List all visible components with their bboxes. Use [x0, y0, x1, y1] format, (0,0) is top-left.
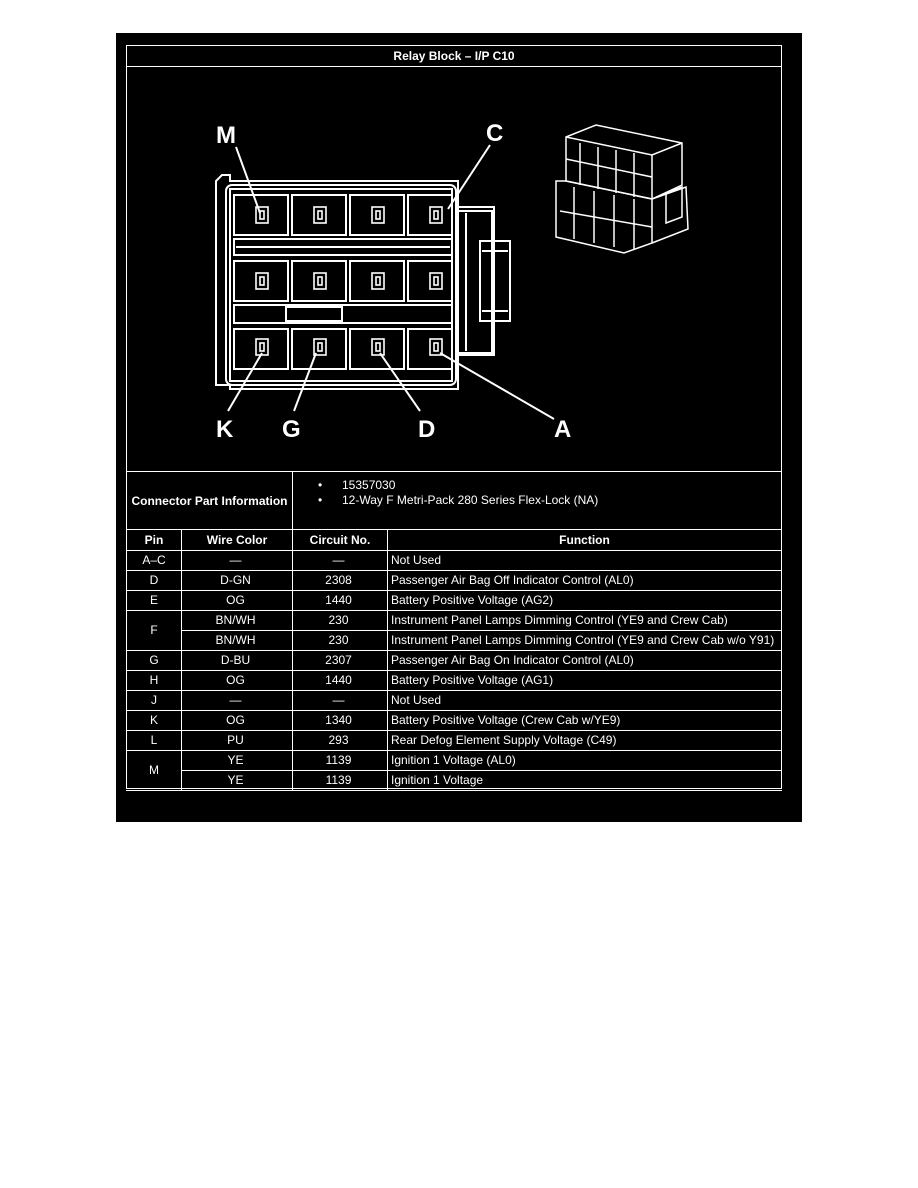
- color-cell: YE: [227, 773, 244, 787]
- column-divider: [181, 530, 182, 790]
- circuit-cell: 230: [328, 633, 349, 647]
- column-divider: [387, 530, 388, 790]
- callout-a: A: [554, 416, 572, 443]
- color-cell: —: [229, 553, 242, 567]
- function-cell: Not Used: [391, 693, 442, 707]
- pin-cell: G: [149, 653, 159, 667]
- pin-cell: K: [149, 713, 158, 727]
- callout-c: C: [486, 120, 504, 147]
- circuit-cell: 230: [328, 613, 349, 627]
- circuit-cell: 1440: [325, 673, 352, 687]
- color-cell: OG: [226, 713, 245, 727]
- divider: [126, 471, 782, 472]
- function-cell: Ignition 1 Voltage (AL0): [391, 753, 516, 767]
- connector-diagram: [126, 67, 782, 470]
- pin-cell: A–C: [142, 553, 166, 567]
- divider: [292, 472, 293, 529]
- circuit-cell: 1139: [325, 773, 352, 787]
- circuit-cell: 2308: [325, 573, 352, 587]
- function-cell: Passenger Air Bag Off Indicator Control (AL0): [391, 573, 634, 587]
- color-cell: PU: [227, 733, 244, 747]
- pin-cell: H: [149, 673, 159, 687]
- circuit-cell: 1139: [325, 753, 352, 767]
- callout-d: D: [418, 416, 436, 443]
- function-cell: Ignition 1 Voltage: [391, 773, 484, 787]
- pin-cell: M: [149, 763, 159, 777]
- connector-info-list: [318, 478, 598, 508]
- color-cell: OG: [226, 593, 245, 607]
- callout-g: G: [282, 416, 301, 443]
- circuit-cell: 1340: [325, 713, 352, 727]
- column-header: Function: [559, 533, 610, 547]
- color-cell: D-GN: [220, 573, 251, 587]
- page-title: Relay Block – I/P C10: [393, 49, 515, 63]
- circuit-cell: —: [332, 693, 345, 707]
- column-divider: [292, 530, 293, 790]
- circuit-cell: 1440: [325, 593, 352, 607]
- function-cell: Battery Positive Voltage (Crew Cab w/YE9): [391, 713, 621, 727]
- row-divider: [126, 790, 782, 791]
- list-item: • 15357030: [318, 478, 598, 493]
- callout-m: M: [216, 122, 236, 149]
- function-cell: Battery Positive Voltage (AG1): [391, 673, 554, 687]
- color-cell: YE: [227, 753, 244, 767]
- color-cell: —: [229, 693, 242, 707]
- column-header: Pin: [144, 533, 164, 547]
- color-cell: BN/WH: [215, 633, 256, 647]
- circuit-cell: 293: [328, 733, 349, 747]
- function-cell: Battery Positive Voltage (AG2): [391, 593, 554, 607]
- pin-cell: F: [150, 623, 158, 637]
- function-cell: Passenger Air Bag On Indicator Control (AL0): [391, 653, 634, 667]
- pin-cell: E: [149, 593, 158, 607]
- function-cell: Instrument Panel Lamps Dimming Control (YE9 and Crew Cab): [391, 613, 728, 627]
- connector-info-label: Connector Part Information: [131, 493, 288, 508]
- color-cell: OG: [226, 673, 245, 687]
- function-cell: Not Used: [391, 553, 442, 567]
- pin-cell: D: [149, 573, 159, 587]
- list-item: • 12-Way F Metri-Pack 280 Series Flex-Lock (NA): [318, 493, 598, 508]
- pin-cell: L: [150, 733, 158, 747]
- circuit-cell: —: [332, 553, 345, 567]
- color-cell: D-BU: [220, 653, 251, 667]
- column-header: Wire Color: [206, 533, 268, 547]
- pin-cell: J: [151, 693, 157, 707]
- column-header: Circuit No.: [309, 533, 371, 547]
- function-cell: Rear Defog Element Supply Voltage (C49): [391, 733, 617, 747]
- callout-k: K: [216, 416, 234, 443]
- circuit-cell: 2307: [325, 653, 352, 667]
- function-cell: Instrument Panel Lamps Dimming Control (YE9 and Crew Cab w/o Y91): [391, 633, 775, 647]
- color-cell: BN/WH: [215, 613, 256, 627]
